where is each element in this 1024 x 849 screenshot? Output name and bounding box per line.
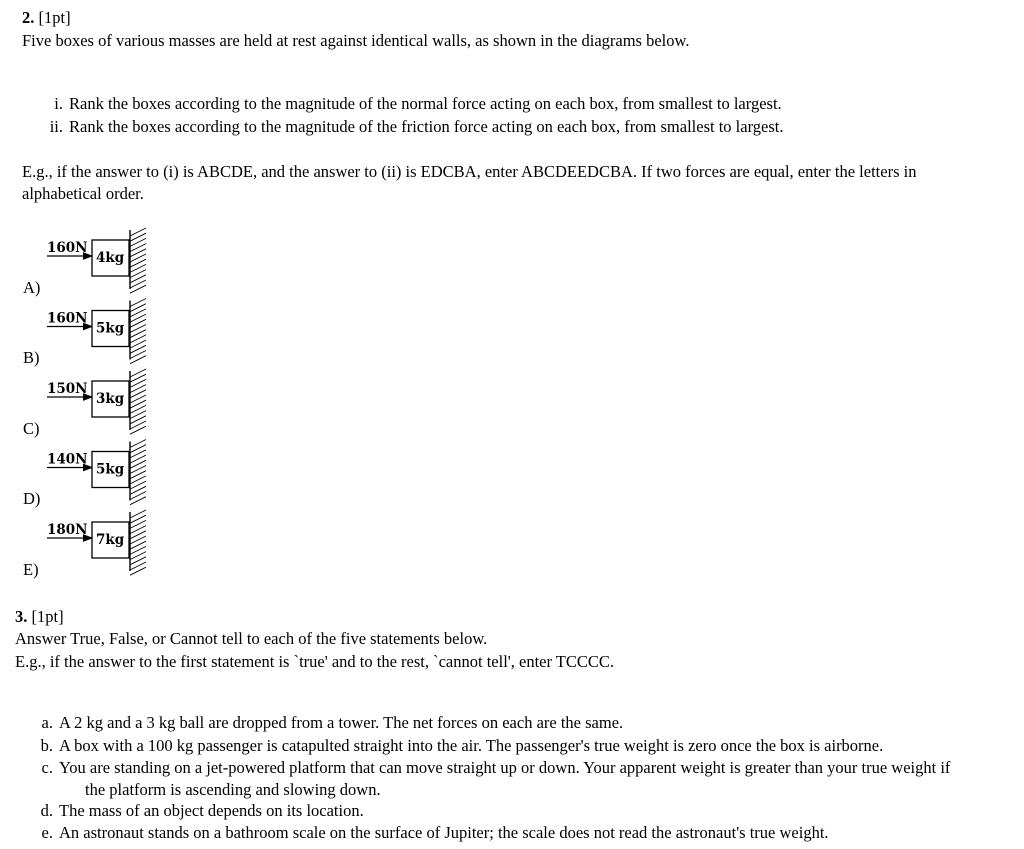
- q2-item-i-marker: i.: [54, 94, 63, 113]
- q3-points: [1pt]: [31, 607, 64, 626]
- q2-item-ii-text: Rank the boxes according to the magnitude of the friction force acting on each box, from smallest to largest.: [69, 117, 784, 136]
- box-label-e: E): [23, 560, 39, 579]
- box-label-a: A): [23, 278, 41, 297]
- force-label-d: 140N: [47, 451, 88, 468]
- q3-number: 3.: [15, 607, 28, 626]
- q3-item-b-text: A box with a 100 kg passenger is catapulted straight into the air. The passenger's true weight is zero once the box is airborne.: [59, 736, 884, 755]
- q3-item-e: [41, 823, 829, 843]
- q2-example-line1: E.g., if the answer to (i) is ABCDE, and the answer to (ii) is EDCBA, enter ABCDEEDCBA. If two forces are equal, enter the letters in: [22, 162, 917, 181]
- force-label-b: 160N: [47, 310, 88, 327]
- q3-item-d-marker: d.: [40, 801, 53, 820]
- q2-intro: Five boxes of various masses are held at rest against identical walls, as shown in the diagrams below.: [22, 31, 690, 50]
- q3-item-c-text: You are standing on a jet-powered platform that can move straight up or down. Your apparent weight is greater than your true weight if: [59, 758, 951, 777]
- q3-item-c-text2: the platform is ascending and slowing down.: [85, 780, 381, 799]
- q3-item-b: [40, 736, 884, 756]
- q3-item-c-marker: c.: [41, 758, 53, 777]
- mass-label-a: 4kg: [96, 250, 125, 266]
- q2-points: [1pt]: [38, 8, 71, 27]
- q2-item-i: [54, 94, 782, 114]
- box-label-d: D): [23, 489, 41, 508]
- q3-header: [15, 607, 64, 627]
- box-diagram-e: [47, 510, 146, 575]
- mass-label-d: 5kg: [96, 461, 125, 478]
- q3-item-e-marker: e.: [41, 823, 53, 842]
- q2-example-line2: alphabetical order.: [22, 184, 144, 203]
- q3-intro: Answer True, False, or Cannot tell to each of the five statements below.: [15, 629, 488, 648]
- mass-label-e: 7kg: [96, 532, 125, 548]
- box-diagram-a: [47, 228, 146, 293]
- force-label-e: 180N: [47, 522, 88, 538]
- q3-example: E.g., if the answer to the first statement is `true' and to the rest, `cannot tell', enter TCCCC.: [15, 652, 615, 671]
- q2-item-i-text: Rank the boxes according to the magnitude of the normal force acting on each box, from smallest to largest.: [69, 94, 782, 113]
- q2-item-ii-marker: ii.: [49, 117, 63, 136]
- box-label-c: C): [23, 419, 40, 438]
- box-label-b: B): [23, 348, 40, 367]
- q3-item-a-marker: a.: [41, 713, 53, 732]
- q3-item-c: [41, 758, 951, 778]
- mass-label-c: 3kg: [96, 391, 125, 407]
- mass-label-b: 5kg: [96, 320, 125, 337]
- box-diagram-b: [47, 299, 146, 364]
- q3-item-b-marker: b.: [40, 736, 53, 755]
- q3-item-a-text: A 2 kg and a 3 kg ball are dropped from a tower. The net forces on each are the same.: [59, 713, 624, 732]
- q3-item-e-text: An astronaut stands on a bathroom scale on the surface of Jupiter; the scale does not read the astronaut's true weight.: [59, 823, 829, 842]
- box-diagram-c: [47, 369, 146, 434]
- q3-item-c-cont: [85, 780, 381, 800]
- q2-item-ii: [49, 117, 784, 137]
- box-diagram-d: [47, 440, 146, 505]
- q2-number: 2.: [22, 8, 35, 27]
- q2-header: [22, 8, 71, 28]
- q3-item-d-text: The mass of an object depends on its location.: [59, 801, 364, 820]
- force-label-c: 150N: [47, 381, 88, 397]
- q3-item-d: [40, 801, 364, 821]
- q3-item-a: [41, 713, 624, 733]
- force-label-a: 160N: [47, 240, 88, 256]
